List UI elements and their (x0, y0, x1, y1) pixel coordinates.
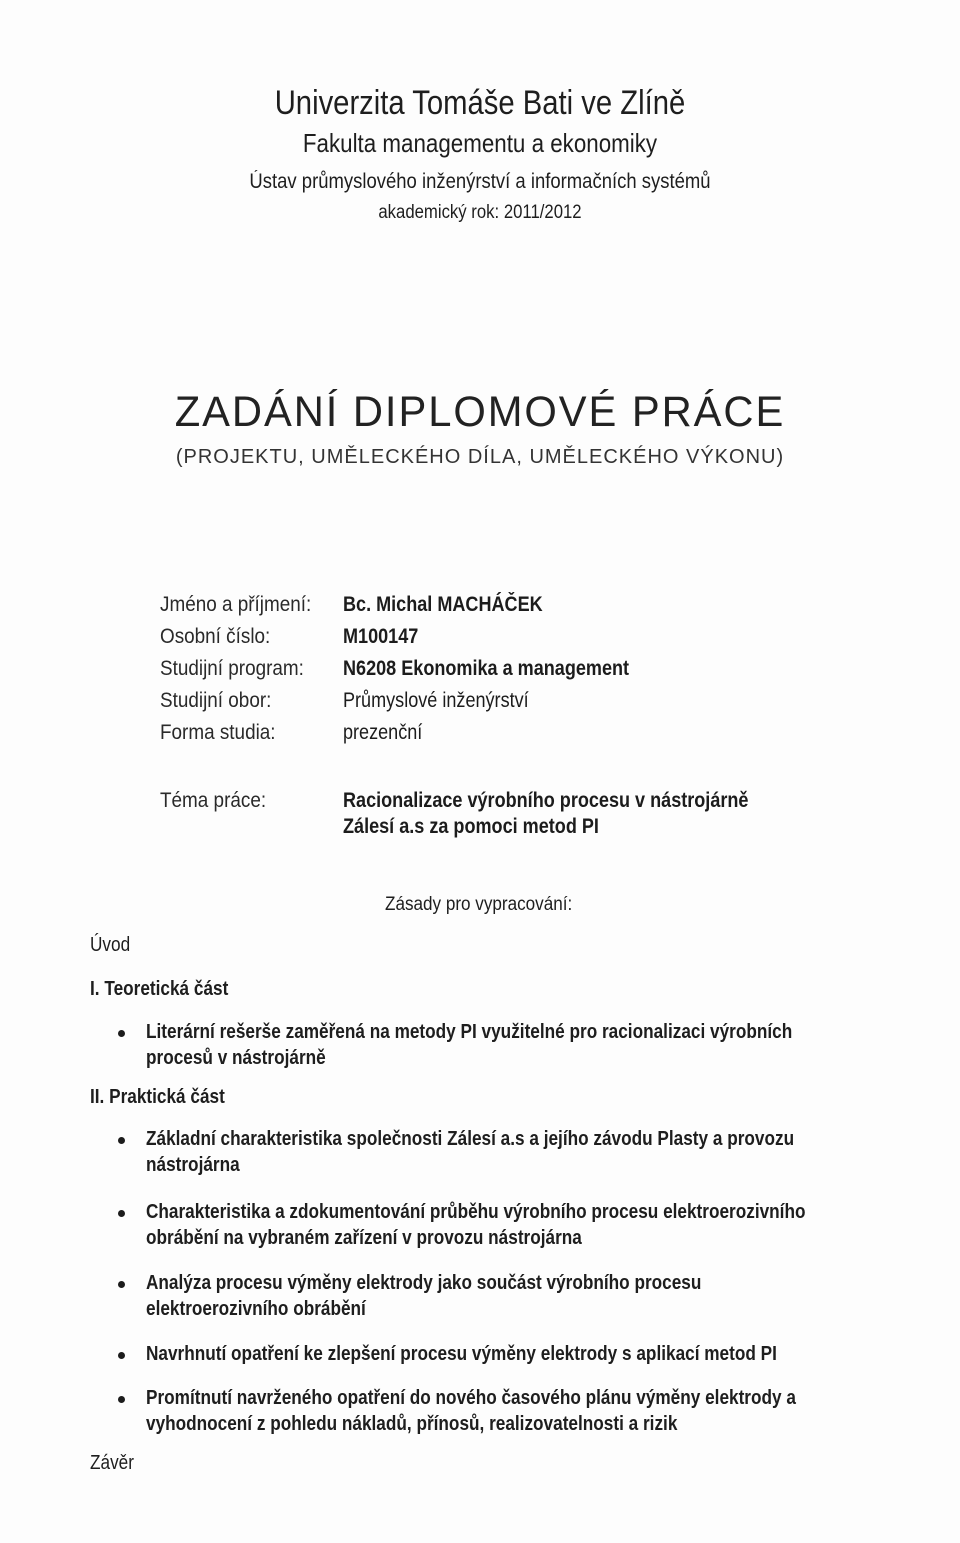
section-theory: I. Teoretická část (90, 978, 229, 1000)
list-item-line: obrábění na vybraném zařízení v provozu nástrojárna (146, 1227, 582, 1249)
institute-name: Ústav průmyslového inženýrství a informačních systémů (249, 170, 711, 193)
section-intro: Úvod (90, 934, 131, 956)
study-field-value: Průmyslové inženýrství (343, 689, 529, 712)
bullet-icon (118, 1030, 125, 1037)
bullet-icon (118, 1396, 125, 1403)
study-program-value: N6208 Ekonomika a management (343, 657, 630, 680)
principles-heading: Zásady pro vypracování: (385, 894, 573, 915)
document-subtitle: (PROJEKTU, UMĚLECKÉHO DÍLA, UMĚLECKÉHO VÝKONU) (175, 446, 785, 468)
topic-line-1: Racionalizace výrobního procesu v nástrojárně (343, 789, 749, 812)
section-practical: II. Praktická část (90, 1086, 225, 1108)
university-name: Univerzita Tomáše Bati ve Zlíně (274, 84, 686, 122)
academic-year: akademický rok: 2011/2012 (378, 202, 582, 223)
list-item-line: Základní charakteristika společnosti Zálesí a.s a jejího závodu Plasty a provozu (146, 1128, 795, 1150)
bullet-icon (118, 1210, 125, 1217)
list-item-line: Promítnutí navrženého opatření do nového časového plánu výměny elektrody a (146, 1387, 796, 1409)
list-item-line: Navrhnutí opatření ke zlepšení procesu výměny elektrody s aplikací metod PI (146, 1343, 777, 1365)
list-item-line: elektroerozivního obrábění (146, 1298, 366, 1320)
study-form-label: Forma studia: (160, 721, 276, 744)
personal-number-value: M100147 (343, 625, 419, 648)
name-value: Bc. Michal MACHÁČEK (343, 593, 543, 616)
bullet-icon (118, 1137, 125, 1144)
bullet-icon (118, 1281, 125, 1288)
name-label: Jméno a příjmení: (160, 593, 312, 616)
section-conclusion: Závěr (90, 1452, 134, 1474)
topic-label: Téma práce: (160, 789, 267, 812)
topic-line-2: Zálesí a.s za pomoci metod PI (343, 815, 599, 838)
list-item-line: Literární rešerše zaměřená na metody PI využitelné pro racionalizaci výrobních (146, 1021, 793, 1043)
list-item-line: nástrojárna (146, 1154, 240, 1176)
personal-number-label: Osobní číslo: (160, 625, 271, 648)
document-title: ZADÁNÍ DIPLOMOVÉ PRÁCE (174, 388, 786, 436)
study-form-value: prezenční (343, 721, 423, 744)
list-item-line: Analýza procesu výměny elektrody jako součást výrobního procesu (146, 1272, 702, 1294)
list-item-line: Charakteristika a zdokumentování průběhu výrobního procesu elektroerozivního (146, 1201, 806, 1223)
list-item-line: procesů v nástrojárně (146, 1047, 326, 1069)
study-program-label: Studijní program: (160, 657, 304, 680)
list-item-line: vyhodnocení z pohledu nákladů, přínosů, realizovatelnosti a rizik (146, 1413, 678, 1435)
study-field-label: Studijní obor: (160, 689, 272, 712)
faculty-name: Fakulta managementu a ekonomiky (302, 128, 658, 158)
bullet-icon (118, 1352, 125, 1359)
